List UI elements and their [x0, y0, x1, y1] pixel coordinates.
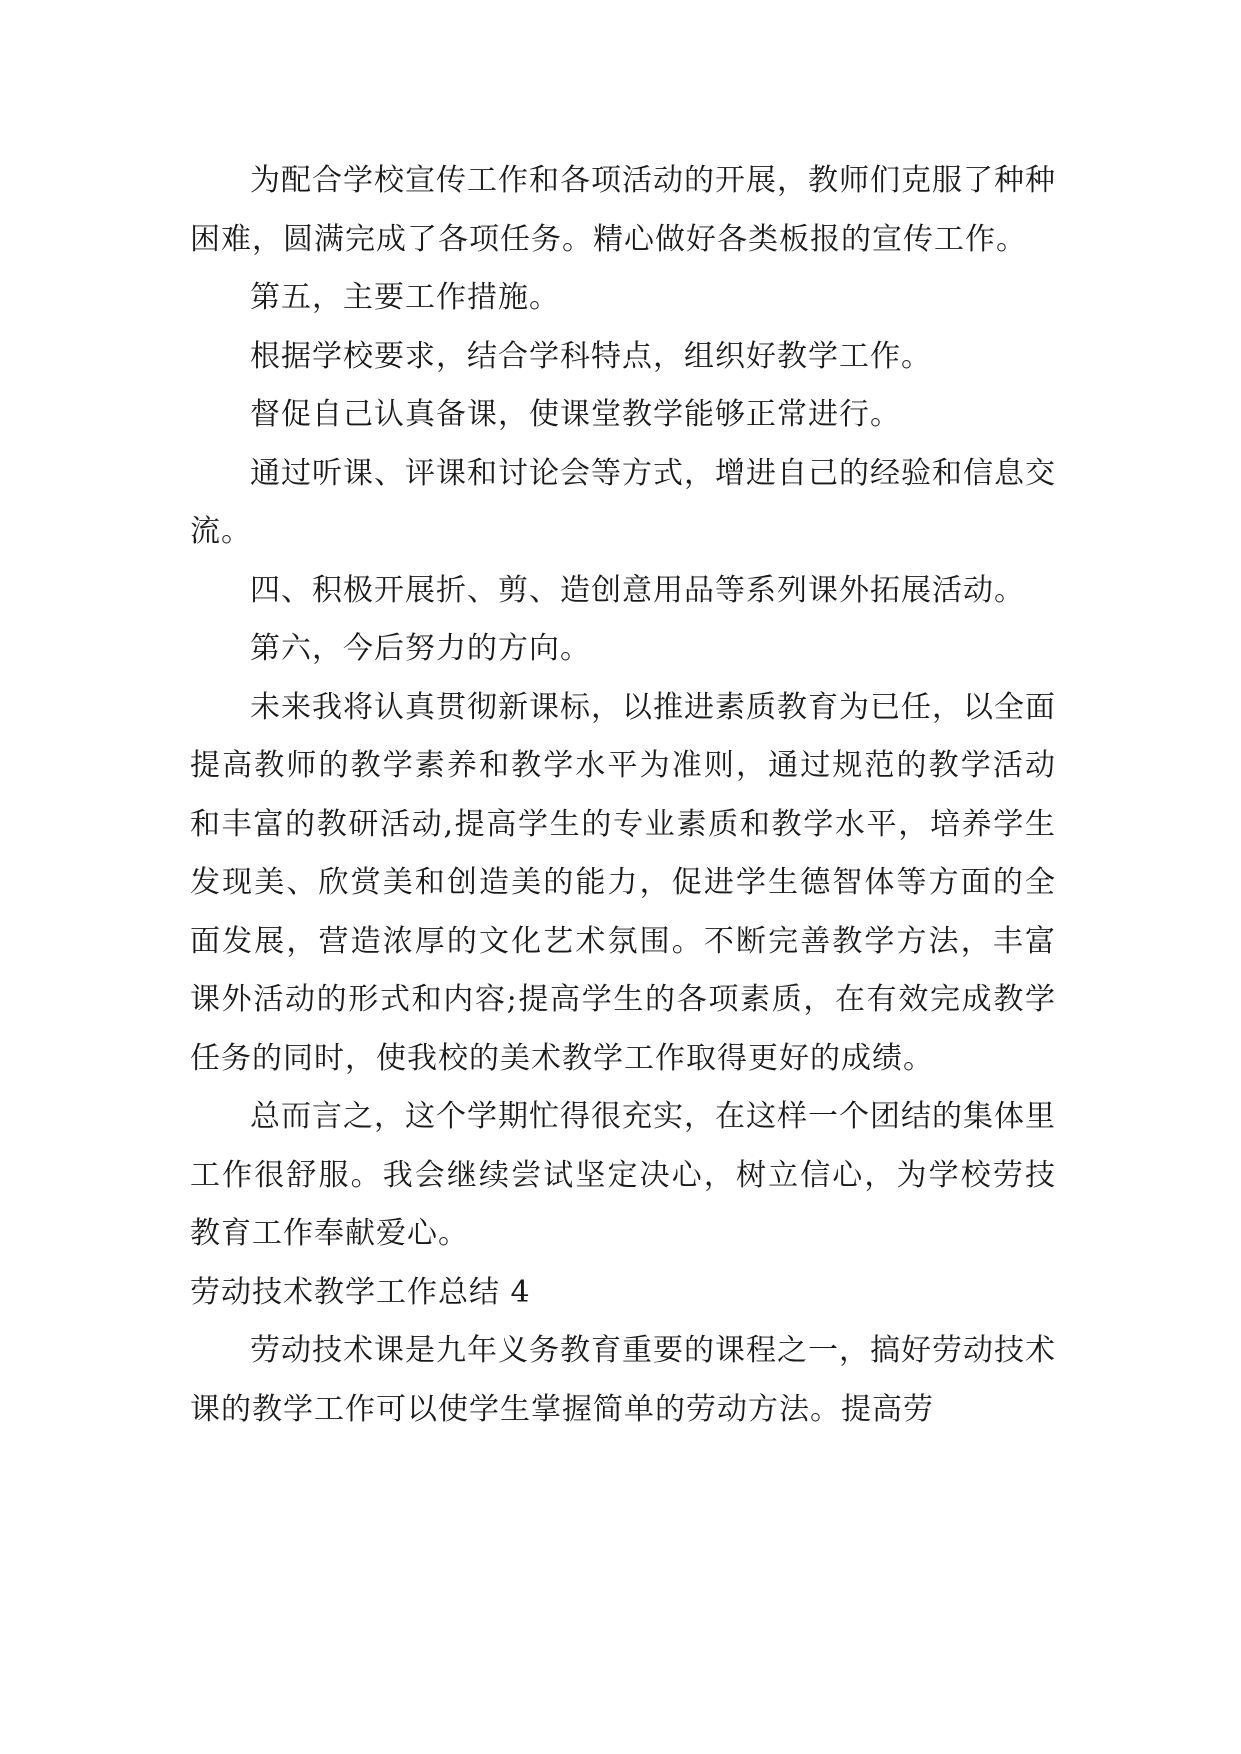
paragraph: 通过听课、评课和讨论会等方式，增进自己的经验和信息交流。	[190, 455, 1056, 549]
paragraph: 总而言之，这个学期忙得很充实，在这样一个团结的集体里工作很舒服。我会继续尝试坚定决心，树立信心，为学校劳技教育工作奉献爱心。	[190, 1099, 1056, 1251]
paragraph: 劳动技术课是九年义务教育重要的课程之一，搞好劳动技术课的教学工作可以使学生掌握简单的劳动方法。提高劳	[190, 1333, 1056, 1427]
paragraph: 第六，今后努力的方向。	[250, 631, 591, 666]
paragraph: 未来我将认真贯彻新课标，以推进素质教育为已任，以全面提高教师的教学素养和教学水平为准则，通过规范的教学活动和丰富的教研活动,提高学生的专业素质和教学水平，培养学生发现美、欣赏美和创造美的能力，促进学生德智体等方面的全面发展，营造浓厚的文化艺术氛围。不断完善教学方法，丰富课外活动的形式和内容;提高学生的各项素质，在有效完成教学任务的同时，使我校的美术教学工作取得更好的成绩。	[190, 689, 1056, 1076]
paragraph: 第五，主要工作措施。	[250, 280, 560, 315]
paragraph: 为配合学校宣传工作和各项活动的开展，教师们克服了种种困难，圆满完成了各项任务。精心做好各类板报的宣传工作。	[190, 163, 1056, 257]
document-page	[190, 152, 1056, 1439]
paragraph: 督促自己认真备课，使课堂教学能够正常进行。	[250, 397, 901, 432]
paragraph: 根据学校要求，结合学科特点，组织好教学工作。	[250, 338, 932, 374]
paragraph: 四、积极开展折、剪、造创意用品等系列课外拓展活动。	[250, 572, 1025, 608]
section-heading: 劳动技术教学工作总结 4	[190, 1274, 531, 1310]
